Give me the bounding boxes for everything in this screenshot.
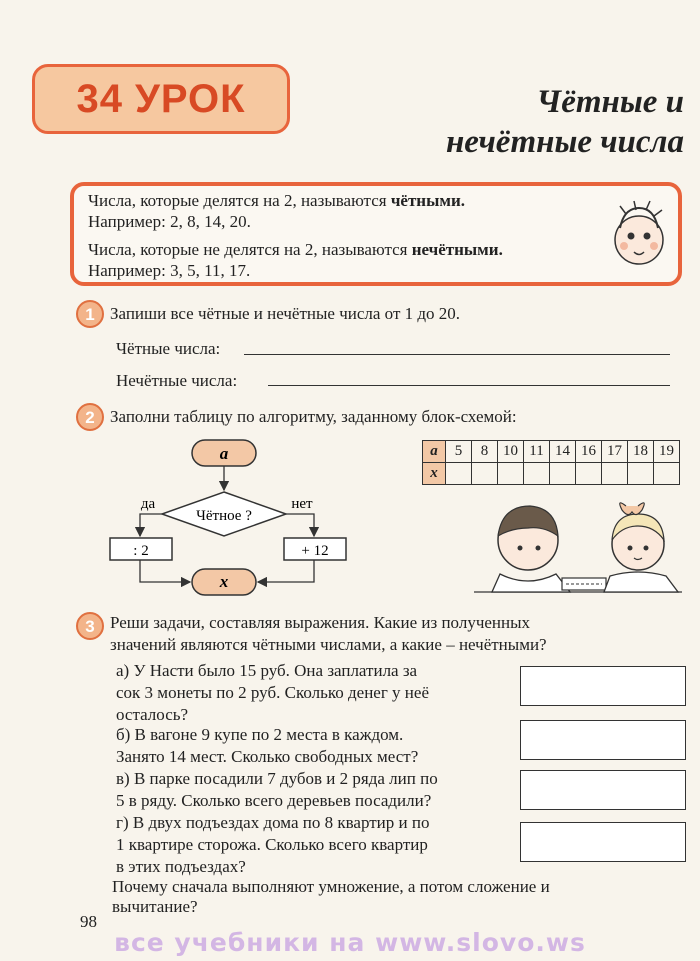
flow-no-label: нет: [291, 496, 313, 512]
lesson-badge: [32, 64, 290, 134]
problem-c-line: 5 в ряду. Сколько всего деревьев посадили?: [116, 791, 432, 810]
rule-even-prefix: Числа, которые делятся на 2, называются: [88, 191, 391, 210]
rule-odd-suffix: .: [498, 240, 503, 259]
page-title: [446, 82, 684, 162]
flowchart: [100, 436, 360, 600]
flow-yes-label: да: [140, 496, 156, 512]
task-3-intro-line-1: Реши задачи, составляя выражения. Какие из полученных: [110, 613, 531, 632]
problem-c: [116, 768, 438, 812]
problem-c-line: в) В парке посадили 7 дубов и 2 ряда лип по: [116, 769, 438, 788]
watermark-bottom: все учебники на www.slovo.ws: [114, 928, 586, 957]
task-3-number: 3: [76, 612, 104, 640]
problem-d: [116, 812, 429, 878]
answer-box-b[interactable]: [520, 720, 686, 760]
table-cell-a: 14: [550, 441, 576, 463]
rule-even-example: Например: 2, 8, 14, 20.: [88, 212, 251, 231]
table-cell-a: 5: [446, 441, 472, 463]
problem-d-line: 1 квартире сторожа. Сколько всего квартир: [116, 835, 428, 854]
task-1-text: Запиши все чётные и нечётные числа от 1 до 20.: [110, 304, 461, 323]
table-cell-a: 16: [576, 441, 602, 463]
rule-even-definition: [88, 190, 465, 211]
problem-a-line: осталось?: [116, 705, 189, 724]
task-3-intro-line-2: значений являются чётными числами, а какие – нечётными?: [110, 635, 547, 654]
rule-odd-term: нечётными: [411, 240, 499, 259]
problem-a-line: а) У Насти было 15 руб. Она заплатила за: [116, 661, 418, 680]
table-cell-a: 8: [472, 441, 498, 463]
rule-even-term: чётными: [390, 191, 461, 210]
table-row-a-header: a: [423, 441, 446, 463]
lesson-number: 34: [76, 76, 123, 121]
table-cell-a: 11: [524, 441, 550, 463]
table-cell-a: 18: [628, 441, 654, 463]
flow-yes-action: : 2: [133, 543, 149, 559]
title-line-1: Чётные и: [536, 84, 684, 120]
answer-box-d[interactable]: [520, 822, 686, 862]
flow-end-label: x: [219, 572, 229, 591]
task-2-text: Заполни таблицу по алгоритму, заданному блок-схемой:: [110, 407, 517, 426]
table-cell-x-input[interactable]: [628, 463, 654, 485]
table-cell-x-input[interactable]: [654, 463, 680, 485]
odd-numbers-label: Нечётные числа:: [116, 371, 238, 390]
problem-a: [116, 660, 429, 726]
answer-box-a[interactable]: [520, 666, 686, 706]
table-cell-a: 19: [654, 441, 680, 463]
children-illustration: [470, 496, 686, 598]
lesson-word: УРОК: [134, 76, 246, 121]
table-cell-x-input[interactable]: [576, 463, 602, 485]
odd-numbers-answer-line[interactable]: [268, 385, 670, 386]
table-cell-x-input[interactable]: [524, 463, 550, 485]
rule-odd-prefix: Числа, которые не делятся на 2, называются: [88, 240, 412, 259]
table-cell-x-input[interactable]: [472, 463, 498, 485]
table-row-x-header: x: [423, 463, 446, 485]
rule-odd-example: Например: 3, 5, 11, 17.: [88, 261, 251, 280]
problem-b-line: Занято 14 мест. Сколько свободных мест?: [116, 747, 419, 766]
task-2-number: 2: [76, 403, 104, 431]
girl-face-illustration: [606, 200, 672, 270]
table-row-x: [423, 463, 680, 485]
table-cell-a: 10: [498, 441, 524, 463]
problem-b-line: б) В вагоне 9 купе по 2 места в каждом.: [116, 725, 404, 744]
table-cell-x-input[interactable]: [498, 463, 524, 485]
title-line-2: нечётные числа: [445, 124, 684, 160]
even-numbers-label: Чётные числа:: [116, 339, 221, 358]
even-numbers-answer-line[interactable]: [244, 354, 670, 355]
answer-box-c[interactable]: [520, 770, 686, 810]
flow-condition-label: Чётное ?: [196, 508, 252, 524]
table-cell-a: 17: [602, 441, 628, 463]
page-number: 98: [80, 912, 97, 931]
table-row-a: [423, 441, 680, 463]
task-3-question-line-1: Почему сначала выполняют умножение, а потом сложение и: [112, 877, 550, 896]
rule-odd-definition: [88, 239, 503, 260]
flow-no-action: + 12: [301, 543, 329, 559]
task-1-number: 1: [76, 300, 104, 328]
task-3-question-line-2: вычитание?: [112, 897, 198, 916]
problem-b: [116, 724, 418, 768]
problem-d-line: г) В двух подъездах дома по 8 квартир и по: [116, 813, 430, 832]
table-cell-x-input[interactable]: [602, 463, 628, 485]
problem-a-line: сок 3 монеты по 2 руб. Сколько денег у неё: [116, 683, 429, 702]
table-cell-x-input[interactable]: [446, 463, 472, 485]
algorithm-table: [422, 440, 680, 485]
table-cell-x-input[interactable]: [550, 463, 576, 485]
problem-d-line: в этих подъездах?: [116, 857, 246, 876]
flow-start-label: a: [219, 444, 229, 463]
rule-even-suffix: .: [460, 191, 465, 210]
